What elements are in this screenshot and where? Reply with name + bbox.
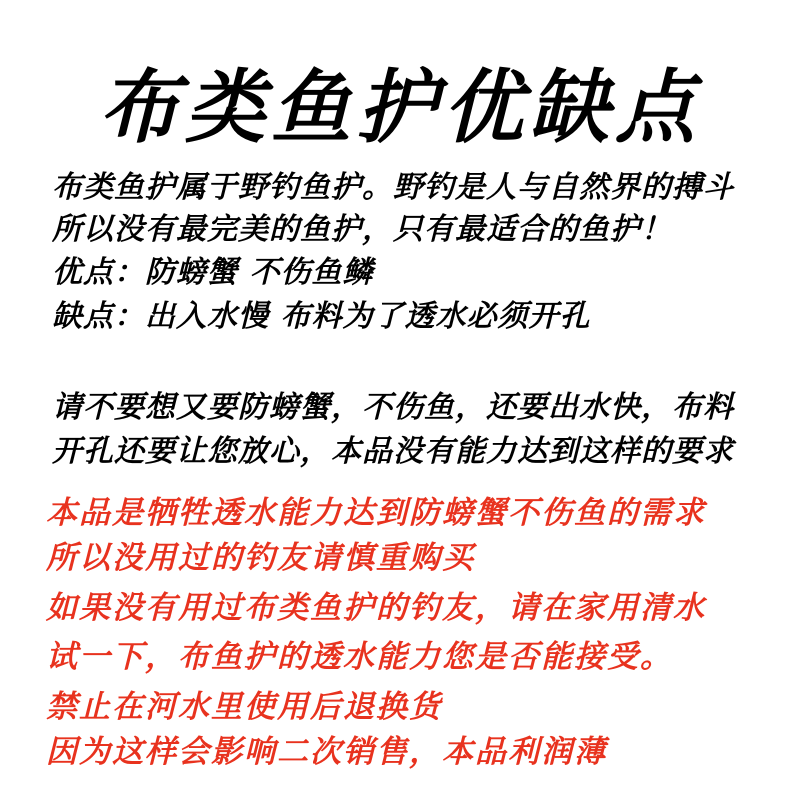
- cons-line: 缺点：出入水慢 布料为了透水必须开孔: [52, 299, 591, 334]
- page-title: 布类鱼护优缺点: [99, 61, 701, 154]
- pros-line: 优点：防螃蟹 不伤鱼鳞: [52, 255, 374, 290]
- warning-line-3: 如果没有用过布类鱼护的钓友，请在家用清水: [46, 590, 706, 626]
- warning-line-4: 试一下，布鱼护的透水能力您是否能接受。: [46, 639, 673, 675]
- warning-line-2: 所以没用过的钓友请慎重购买: [46, 540, 475, 576]
- warning-line-1: 本品是牺牲透水能力达到防螃蟹不伤鱼的需求: [46, 495, 706, 531]
- notice-line-1: 请不要想又要防螃蟹，不伤鱼，还要出水快，布料: [52, 390, 734, 425]
- warning-line-6: 因为这样会影响二次销售，本品利润薄: [46, 734, 607, 770]
- intro-line-2: 所以没有最完美的鱼护，只有最适合的鱼护！: [52, 212, 672, 247]
- intro-line-1: 布类鱼护属于野钓鱼护。野钓是人与自然界的搏斗: [52, 170, 734, 205]
- warning-line-5: 禁止在河水里使用后退换货: [46, 689, 442, 725]
- notice-line-2: 开孔还要让您放心，本品没有能力达到这样的要求: [52, 434, 734, 469]
